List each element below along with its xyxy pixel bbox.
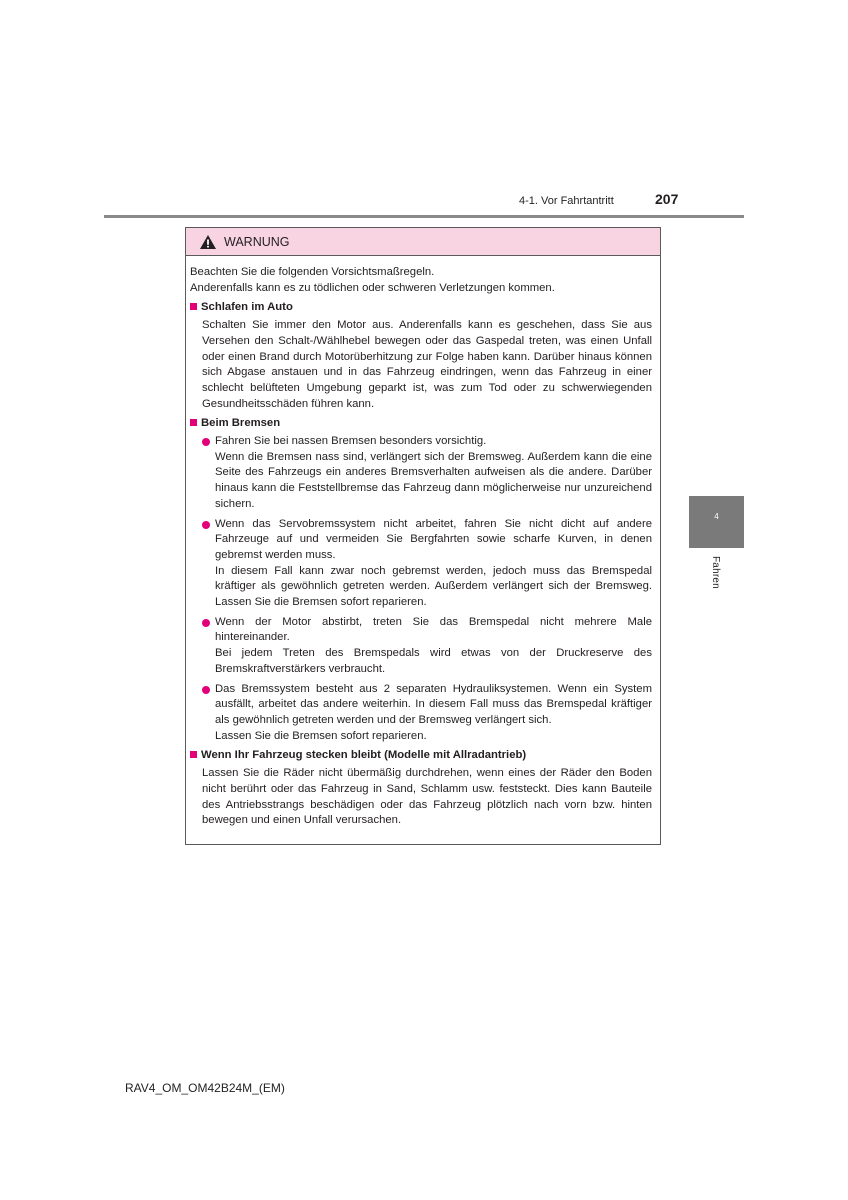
bullet-line: Das Bremssystem besteht aus 2 separaten Hydrauliksystemen. Wenn ein System ausfällt, arbeitet das andere weiterhin. In diesem Fall muss das Bremspedal kräftiger als gewöhnlich getreten werden und der Bremsweg verlängert sich. (215, 682, 652, 726)
warning-box (185, 227, 661, 845)
warning-body (186, 256, 660, 829)
section-heading-text: Wenn Ihr Fahrzeug stecken bleibt (Modelle mit Allradantrieb) (201, 749, 527, 762)
circle-bullet-icon (202, 521, 210, 529)
section-heading (190, 416, 652, 432)
section-text: Schalten Sie immer den Motor aus. Anderenfalls kann es geschehen, dass Sie aus Versehen den Schalt-/Wählhebel bewegen oder das Gaspedal treten, was einen Unfall oder einen Brand durch Motorüberhitzung zur Folge haben kann. Darüber hinaus können sich Abgase anstauen und in das Fahrzeug eindringen, wenn das Fahrzeug in einer schlecht belüfteten Umgebung geparkt ist, was zum Tod oder zu schwerwiegenden Gesundheitsschäden führen kann. (202, 319, 652, 410)
list-item (202, 517, 652, 611)
bullet-line: In diesem Fall kann zwar noch gebremst werden, jedoch muss das Bremspedal kräftiger als gewöhnlich getreten werden. Außerdem verlängert sich der Bremsweg. Lassen Sie die Bremsen sofort reparieren. (215, 564, 652, 609)
bullet-line: Fahren Sie bei nassen Bremsen besonders vorsichtig. (215, 435, 487, 448)
bullet-line: Wenn die Bremsen nass sind, verlängert sich der Bremsweg. Außerdem kann die eine Seite des Fahrzeugs ein anderes Bremsverhalten aufweisen als die andere. Darüber hinaus kann die Feststellbremse das Fahrzeug dann möglicherweise nur unzureichend sichern. (215, 450, 652, 510)
square-bullet-icon (190, 303, 197, 310)
intro-line: Anderenfalls kann es zu tödlichen oder schweren Verletzungen kommen. (190, 281, 555, 294)
warning-header (186, 228, 660, 256)
list-item (202, 434, 652, 513)
bullet-line: Bei jedem Treten des Bremspedals wird etwas von der Druckreserve des Bremskraftverstärkers verbraucht. (215, 647, 652, 675)
bullet-line: Wenn der Motor abstirbt, treten Sie das Bremspedal nicht mehrere Male hintereinander. (215, 615, 652, 644)
header-section-title: 4-1. Vor Fahrtantritt (519, 195, 614, 207)
circle-bullet-icon (202, 438, 210, 446)
warning-intro (190, 265, 652, 296)
bullet-line: Wenn das Servobremssystem nicht arbeitet, fahren Sie nicht dicht auf andere Fahrzeuge auf und vermeiden Sie Bergfahrten sowie scharfe Kurven, in denen gebremst werden muss. (215, 517, 652, 561)
section-heading (190, 748, 652, 764)
page-number: 207 (655, 191, 679, 207)
section-heading-text: Schlafen im Auto (201, 301, 293, 314)
chapter-tab-number: 4 (714, 512, 719, 521)
square-bullet-icon (190, 751, 197, 758)
list-item (202, 682, 652, 745)
header-rule (104, 215, 744, 218)
intro-line: Beachten Sie die folgenden Vorsichtsmaßregeln. (190, 266, 435, 278)
circle-bullet-icon (202, 686, 210, 694)
warning-title: WARNUNG (224, 234, 290, 249)
section-text: Lassen Sie die Räder nicht übermäßig durchdrehen, wenn eines der Räder den Boden nicht berührt oder das Fahrzeug in Sand, Schlamm usw. feststeckt. Dies kann Bauteile des Antriebsstrangs beschädigen oder das Fahrzeug plötzlich nach vorn bzw. hinten bewegen und einen Unfall verursachen. (202, 767, 652, 827)
chapter-tab-label: Fahren (710, 556, 721, 589)
square-bullet-icon (190, 419, 197, 426)
section-heading (190, 300, 652, 316)
bullet-line: Lassen Sie die Bremsen sofort reparieren. (215, 729, 427, 742)
circle-bullet-icon (202, 619, 210, 627)
warning-triangle-icon (199, 234, 217, 250)
chapter-tab[interactable] (689, 496, 744, 548)
section-heading-text: Beim Bremsen (201, 417, 281, 430)
list-item (202, 615, 652, 678)
document-code: RAV4_OM_OM42B24M_(EM) (125, 1081, 285, 1095)
